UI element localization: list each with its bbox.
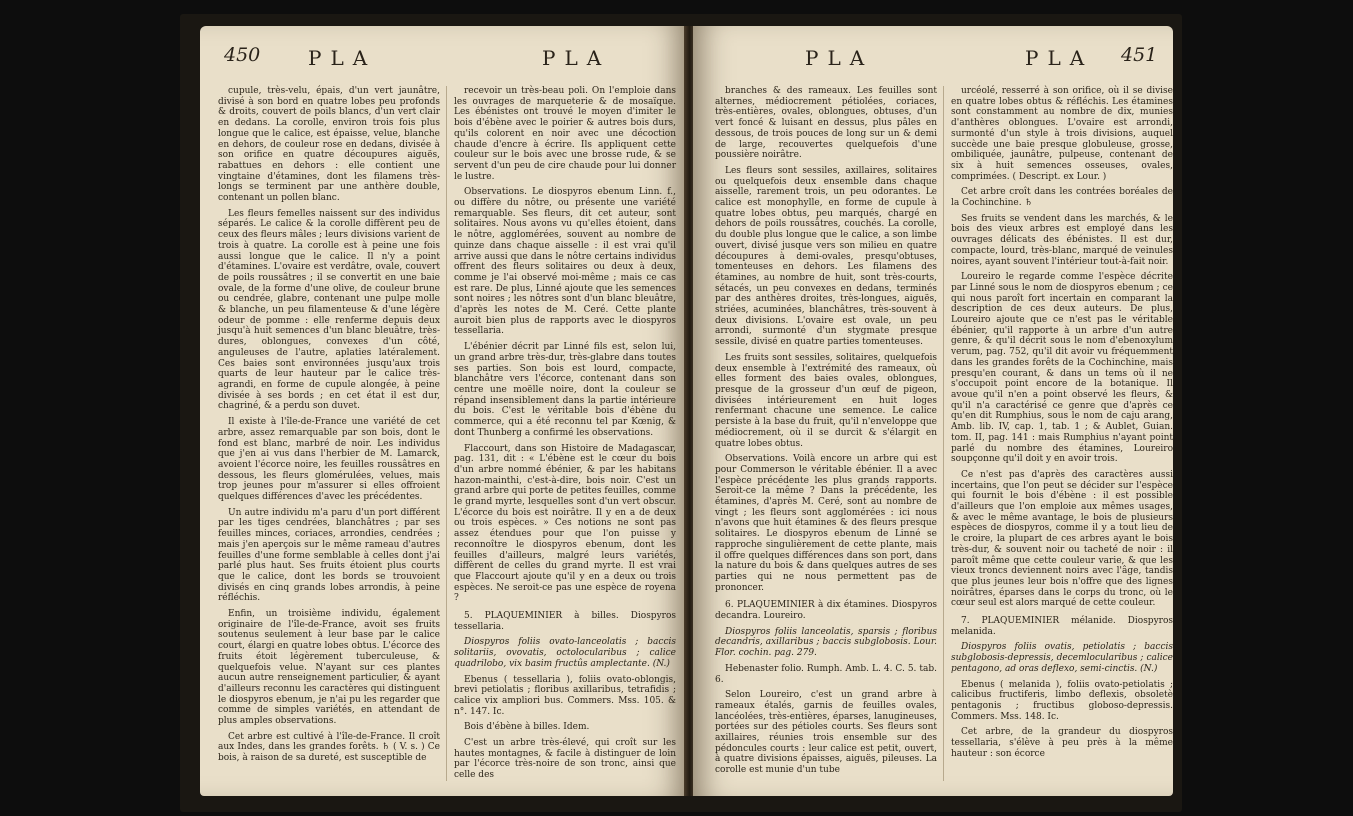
column-rule xyxy=(446,86,447,781)
latin-diagnosis: Diospyros foliis lanceolatis, sparsis ; floribus decandris, axillaribus ; baccis subglobosis. Lour. Flor. cochin. pag. 279. xyxy=(715,626,937,659)
synonym-reference: Ebenus ( tessellaria ), foliis ovato-oblongis, brevi petiolatis ; floribus axillaribus, tetrafidis ; calice vix ampliori bus. Commers. Mss. 105. & n°. 147. Ic. xyxy=(454,674,676,717)
latin-diagnosis: Diospyros foliis ovatis, petiolatis ; baccis subglobosis-depressis, decemlocularibus ; calice pentagono, ad oras deflexo, semi-cinctis. (N.) xyxy=(951,642,1173,674)
paragraph: Cet arbre est cultivé à l'île-de-France. Il croît aux Indes, dans les grandes forêts. ♄ ( V. s. ) Ce bois, à raison de sa dureté, est susceptible de xyxy=(218,731,440,764)
paragraph: Ses fruits se vendent dans les marchés, & le bois des vieux arbres est employé dans les ouvrages délicats des ébénistes. Il est dur, compacte, lourd, très-blanc, marqué de veinules noires, ayant souvent l'intérieur tout-à-fait noir. xyxy=(951,213,1173,267)
right-page xyxy=(693,26,1173,796)
paragraph: Cet arbre, de la grandeur du diospyros tessellaria, s'élève à peu près à la même hauteur : son écorce xyxy=(951,727,1173,759)
paragraph: Observations. Voilà encore un arbre qui est pour Commerson le véritable ébénier. Il a avec l'espèce précédente les plus grands rapports. Seroit-ce la même ? Dans la précédente, les étamines, d'après M. Ceré, sont au nombre de vingt ; les fleurs sont agglomérées : ici nous n'avons que huit étamines & des fleurs presque solitaires. Le diospyros ebenum de Linné se rapproche singulièrement de cette plante, mais il offre quelques différences dans son port, dans la nature du bois & dans quelques autres de ses parties qui ne nous permettent pas de prononcer. xyxy=(715,454,937,593)
synonym-reference: Bois d'ébène à billes. Idem. xyxy=(464,722,590,733)
running-head-left-2: PLA xyxy=(542,46,611,70)
paragraph: Les fruits sont sessiles, solitaires, quelquefois deux ensemble à l'extrémité des rameaux, où elles forment des baies ovales, oblongues, presque de la grosseur d'un œuf de pigeon, divisées intérieurement en huit loges renfermant chacune une semence. Le calice persiste à la base du fruit, qu'il n'enveloppe que médiocrement, où il se durcit & s'élargit en quatre lobes obtus. xyxy=(715,352,937,449)
paragraph: Loureiro le regarde comme l'espèce décrite par Linné sous le nom de diospyros ebenum ; ce qui nous paroît fort incertain en comparant la description de ces deux auteurs. De plus, Loureiro ajoute que ce n'est pas le véritable ébénier, qu'il rapporte à un arbre d'un autre genre, & qu'il décrit sous le nom d'ebenoxylum verum, pag. 752, qu'il dit avoir vu fréquemment dans les grandes forêts de la Cochinchine, mais presqu'en courant, & dans un tems où il ne s'occupoit point encore de la botanique. Il avoue qu'il n'en a point observé les fleurs, & qu'il n'a caractérisé ce genre que d'après ce qu'en dit Rumphius, sous le nom de caju arang, Amb. lib. IV, cap. 1, tab. 1 ; & Aublet, Guian. tom. II, pag. 141 : mais Rumphius n'ayant point parlé du nombre des étamines, Loureiro soupçonne qu'il doit y en avoir trois. xyxy=(951,272,1173,465)
right-page-column-2 xyxy=(951,86,1173,764)
paragraph: Observations. Le diospyros ebenum Linn. f., ou diffère du nôtre, ou présente une variété remarquable. Ses fleurs, dit cet auteur, sont solitaires. Nous avons vu qu'elles étoient, dans le nôtre, agglomérées, souvent au nombre de quinze dans chaque aisselle : il est vrai qu'il arrive aussi que dans le nôtre certains individus offrent des fleurs solitaires ou deux à deux, comme je l'ai observé moi-même ; mais ce cas est rare. De plus, Linné ajoute que les semences sont noires ; les nôtres sont d'un blanc bleuâtre, d'après les notes de M. Ceré. Cette plante auroit bien plus de rapports avec le diospyros tessellaria. xyxy=(454,187,676,337)
left-page-column-2 xyxy=(454,86,676,786)
paragraph: Selon Loureiro, c'est un grand arbre à rameaux étalés, garnis de feuilles ovales, lancéolées, très-entières, éparses, lanugineuses, portées sur des pétioles courts. Ses fleurs sont axillaires, réunies trois ensemble sur des pédoncules courts : leur calice est petit, ouvert, à quatre divisions épaisses, aiguës, pileuses. La corolle est munie d'un tube xyxy=(715,690,937,776)
paragraph: L'ébénier décrit par Linné fils est, selon lui, un grand arbre très-dur, très-glabre dans toutes ses parties. Son bois est lourd, compacte, blanchâtre vers l'écorce, contenant dans son centre une moëlle noire, dont la couleur se répand insensiblement dans la partie intérieure du bois. C'est le véritable bois d'ébène du commerce, qui a été reconnu tel par Kœnig, & dont Thunberg a confirmé les observations. xyxy=(454,342,676,438)
paragraph: Les fleurs femelles naissent sur des individus séparés. Le calice & la corolle diffèrent peu de ceux des fleurs mâles ; leurs divisions varient de trois à quatre. La corolle est à peine une fois aussi longue que le calice. Il n'y a point d'étamines. L'ovaire est verdâtre, ovale, couvert de poils roussâtres ; il se convertit en une baie ovale, de la forme d'une olive, de couleur brune ou cendrée, glabre, contenant une pulpe molle & blanche, un peu filamenteuse & d'une légère odeur de pomme : elle renferme depuis deux jusqu'à huit semences d'un blanc bleuâtre, très-dures, oblongues, convexes d'un côté, anguleuses de l'autre, aplaties latéralement. Ces baies sont environnées jusqu'aux trois quarts de leur hauteur par le calice très-agrandi, en forme de cupule alongée, à peine divisée à ses bords ; en cet état il est dur, chagriné, & a perdu son duvet. xyxy=(218,208,440,412)
column-rule xyxy=(943,86,944,781)
paragraph: branches & des rameaux. Les feuilles sont alternes, médiocrement pétiolées, coriaces, très-entières, ovales, oblongues, obtuses, d'un vert foncé & luisant en dessus, plus pâles en dessous, de trois pouces de long sur un & demi de large, recouvertes quelquefois d'une poussière noirâtre. xyxy=(715,86,937,161)
paragraph: recevoir un très-beau poli. On l'emploie dans les ouvrages de marqueterie & de mosaïque. Les ébénistes ont trouvé le moyen d'imiter le bois d'ébène avec le poirier & autres bois durs, qu'ils colorent en noir avec une décoction chaude d'encre à écrire. Ils appliquent cette couleur sur le bois avec une brosse rude, & se servent d'un peu de cire chaude pour lui donner le lustre. xyxy=(454,86,676,182)
synonym-reference: Hebenaster folio. Rumph. Amb. L. 4. C. 5. tab. 6. xyxy=(715,663,937,685)
paragraph: Les fleurs sont sessiles, axillaires, solitaires ou quelquefois deux ensemble dans chaque aisselle, rarement trois, un peu odorantes. Le calice est monophylle, en forme de cupule à quatre lobes obtus, peu marqués, chargé en dehors de poils roussâtres, couchés. La corolle, du double plus longue que le calice, a son limbe ouvert, divisé jusque vers son milieu en quatre découpures à demi-ovales, presqu'obtuses, tomenteuses en dehors. Les filamens des étamines, au nombre de huit, sont très-courts, sétacés, un peu convexes en dedans, terminés par des anthères droites, très-longues, aiguës, striées, acuminées, blanchâtres, très-souvent à deux divisions. L'ovaire est ovale, un peu arrondi, surmonté d'un stygmate presque sessile, divisé en quatre parties tomenteuses. xyxy=(715,165,937,348)
paragraph: Enfin, un troisième individu, également originaire de l'île-de-France, avoit ses fruits soutenus seulement à leur base par le calice court, élargi en quatre lobes obtus. L'écorce des fruits étoit légèrement tuberculeuse, & quelquefois velue. N'ayant sur ces plantes aucun autre renseignement particulier, & ayant d'ailleurs reconnu les caractères qui distinguent le diospyros ebenum, je n'ai pu les regarder que comme de simples variétés, en attendant de plus amples observations. xyxy=(218,609,440,727)
right-page-column-1 xyxy=(715,86,937,781)
paragraph: cupule, très-velu, épais, d'un vert jaunâtre, divisé à son bord en quatre lobes peu profonds & droits, couvert de poils blancs, d'un vert clair en dedans. La corolle, environ trois fois plus longue que le calice, est épaisse, velue, blanche en dehors, de couleur rose en dedans, divisée à son orifice en quatre découpures aiguës, rabattues en dehors : elle contient une vingtaine d'étamines, dont les filamens très-longs se terminent par une anthère double, contenant un pollen blanc. xyxy=(218,86,440,204)
species-heading: 5. PLAQUEMINIER à billes. Diospyros tessellaria. xyxy=(454,611,676,632)
left-page-column-1 xyxy=(218,86,440,769)
running-head-right-2: PLA xyxy=(1025,46,1094,70)
paragraph: Flaccourt, dans son Histoire de Madagascar, pag. 131, dit : « L'ébène est le cœur du bois d'un arbre nommé ébénier, & par les habitans hazon-mainthi, c'est-à-dire, bois noir. C'est un grand arbre qui porte de petites feuilles, comme le grand myrte, lesquelles sont d'un vert obscur. L'écorce du bois est noirâtre. Il y en a de deux ou trois espèces. » Ces notions ne sont pas assez étendues pour que l'on puisse y reconnoître le diospyros ebenum, dont les feuilles d'ailleurs, malgré leurs variétés, diffèrent de celles du grand myrte. Il est vrai que Flaccourt ajoute qu'il y en a deux ou trois espèces. Ne seroit-ce pas une espèce de royena ? xyxy=(454,443,676,604)
paragraph: urcéolé, resserré à son orifice, où il se divise en quatre lobes obtus & réfléchis. Les étamines sont constamment au nombre de dix, munies d'anthères oblongues. L'ovaire est arrondi, surmonté d'un style à trois divisions, auquel succède une baie presque globuleuse, grosse, ombiliquée, jaunâtre, pulpeuse, contenant de six à huit semences osseuses, ovales, comprimées. ( Descript. ex Lour. ) xyxy=(951,86,1173,182)
page-number-left: 450 xyxy=(224,44,261,66)
paragraph: Ce n'est pas d'après des caractères aussi incertains, que l'on peut se décider sur l'espèce qui fournit le bois d'ébène : il est possible d'ailleurs que l'on emploie aux mêmes usages, & avec le même avantage, le bois de plusieurs espèces de diospyros, comme il y a tout lieu de le croire, la plupart de ces arbres ayant le bois très-dur, & souvent noir ou tacheté de noir : il paroît même que cette couleur varie, & que les vieux troncs deviennent noirs avec l'âge, tandis que plus jeunes leur bois n'offre que des lignes noirâtres, éparses dans le corps du tronc, où le cœur seul est alors marqué de cette couleur. xyxy=(951,469,1173,609)
species-heading: 7. PLAQUEMINIER mélanide. Diospyros melanida. xyxy=(951,616,1173,637)
running-head-right-1: PLA xyxy=(805,46,874,70)
left-page xyxy=(200,26,686,796)
paragraph: Un autre individu m'a paru d'un port différent par les tiges cendrées, blanchâtres ; par ses feuilles minces, coriaces, arrondies, cendrées ; mais j'en aperçois sur le même rameau d'autres feuilles d'une forme semblable à celles dont j'ai parlé plus haut. Ses fruits étoient plus courts que le calice, dont les bords se trouvoient divisés en cinq grands lobes arrondis, à peine réfléchis. xyxy=(218,507,440,604)
running-head-left-1: PLA xyxy=(308,46,377,70)
paragraph: Cet arbre croît dans les contrées boréales de la Cochinchine. ♄ xyxy=(951,187,1173,209)
latin-diagnosis: Diospyros foliis ovato-lanceolatis ; baccis solitariis, ovovatis, octolocularibus ; calice quadrilobo, vix basim fructûs amplectante. (N.) xyxy=(454,637,676,669)
paragraph: Il existe à l'île-de-France une variété de cet arbre, assez remarquable par son bois, dont le fond est blanc, marbré de noir. Les individus que j'en ai vus dans l'herbier de M. Lamarck, avoient l'écorce noire, les feuilles roussâtres en dessous, les fleurs glomérulées, velues, mais trop jeunes pour m'assurer si elles offroient quelques différences d'avec les précédentes. xyxy=(218,417,440,503)
synonym-reference: Ebenus ( melanida ), foliis ovato-petiolatis ; calicibus fructiferis, limbo deflexis, obsoletè pentagonis ; fructibus globoso-depressis. Commers. Mss. 148. Ic. xyxy=(951,679,1173,722)
page-number-right: 451 xyxy=(1121,44,1158,66)
species-heading: 6. PLAQUEMINIER à dix étamines. Diospyros decandra. Loureiro. xyxy=(715,600,937,622)
paragraph: C'est un arbre très-élevé, qui croît sur les hautes montagnes, & facile à distinguer de loin par l'écorce très-noire de son tronc, ainsi que celle des xyxy=(454,738,676,781)
